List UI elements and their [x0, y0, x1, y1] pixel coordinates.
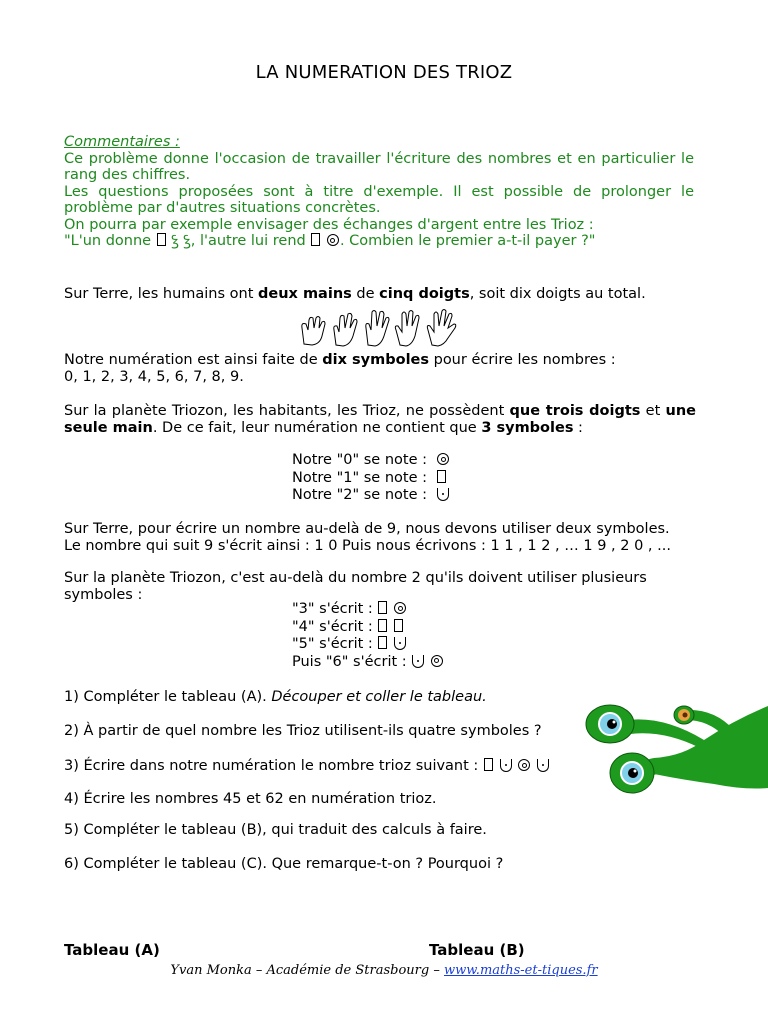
example-five: "5" s'écrit :	[292, 636, 552, 654]
symbol-two-row: Notre "2" se note :	[292, 487, 552, 505]
beyond-nine-paragraph: Sur Terre, pour écrire un nombre au-delà de 9, nous devons utiliser deux symboles. Le nombre qui suit 9 s'écrit ainsi : 1 0 Puis nous écrivons : 1 1 , 1 2 , … 1 9 , 2 0 , ...	[64, 521, 671, 554]
trioz-zero-symbol	[437, 453, 449, 465]
trioz-one-symbol	[437, 470, 446, 483]
symbol-one-row: Notre "1" se note :	[292, 470, 552, 488]
alien-illustration	[584, 700, 768, 796]
question-3: 3) Écrire dans notre numération le nombre trioz suivant :	[64, 758, 550, 774]
hands-illustration	[298, 308, 462, 348]
footer	[0, 963, 768, 978]
trioz-swirl-symbol: ꝣ ꝣ	[171, 233, 191, 249]
comment-quote: "L'un donne ꝣ ꝣ, l'autre lui rend . Combien le premier a-t-il payer ?"	[64, 233, 596, 249]
table-b-label: Tableau (B)	[429, 941, 525, 959]
table-a-label: Tableau (A)	[64, 941, 160, 959]
question-6: 6) Compléter le tableau (C). Que remarque-t-on ? Pourquoi ?	[64, 856, 504, 872]
footer-link[interactable]: www.maths-et-tiques.fr	[443, 963, 598, 978]
beyond-two-paragraph: Sur la planète Triozon, c'est au-delà du nombre 2 qu'ils doivent utiliser plusieurs symboles :	[64, 570, 647, 603]
page-title: LA NUMERATION DES TRIOZ	[255, 62, 513, 83]
triozon-paragraph: Sur la planète Triozon, les habitants, les Trioz, ne possèdent que trois doigts et une seule main. De ce fait, leur numération ne contient que 3 symboles :	[64, 403, 697, 436]
trioz-one-symbol	[311, 233, 320, 246]
comment-line: Les questions proposées sont à titre d'exemple. Il est possible de prolonger le problème par d'autres situations concrètes.	[64, 183, 694, 216]
question-4: 4) Écrire les nombres 45 et 62 en numération trioz.	[64, 791, 437, 807]
comment-line: On pourra par exemple envisager des échanges d'argent entre les Trioz :	[64, 216, 594, 233]
footer-author: Yvan Monka – Académie de Strasbourg –	[170, 963, 444, 978]
comments-block	[64, 134, 694, 250]
trioz-symbols-list	[292, 452, 552, 505]
symbol-zero-row: Notre "0" se note :	[292, 452, 552, 470]
question-5: 5) Compléter le tableau (B), qui traduit des calculs à faire.	[64, 822, 487, 838]
question-1: 1) Compléter le tableau (A). Découper et coller le tableau.	[64, 689, 487, 705]
trioz-one-symbol	[157, 233, 166, 246]
trioz-zero-symbol	[327, 234, 339, 246]
question-2: 2) À partir de quel nombre les Trioz utilisent-ils quatre symboles ?	[64, 723, 542, 739]
example-four: "4" s'écrit :	[292, 619, 552, 637]
comments-heading: Commentaires :	[64, 134, 180, 150]
terre-paragraph: Sur Terre, les humains ont deux mains de cinq doigts, soit dix doigts au total.	[64, 286, 646, 302]
comment-line: Ce problème donne l'occasion de travailler l'écriture des nombres et en particulier le rang des chiffres.	[64, 150, 694, 183]
numeration-paragraph: Notre numération est ainsi faite de dix symboles pour écrire les nombres : 0, 1, 2, 3, 4, 5, 6, 7, 8, 9.	[64, 352, 616, 385]
example-three: "3" s'écrit :	[292, 601, 552, 619]
example-six: Puis "6" s'écrit :	[292, 654, 552, 672]
trioz-examples-list	[292, 601, 552, 671]
trioz-two-symbol	[437, 488, 449, 501]
